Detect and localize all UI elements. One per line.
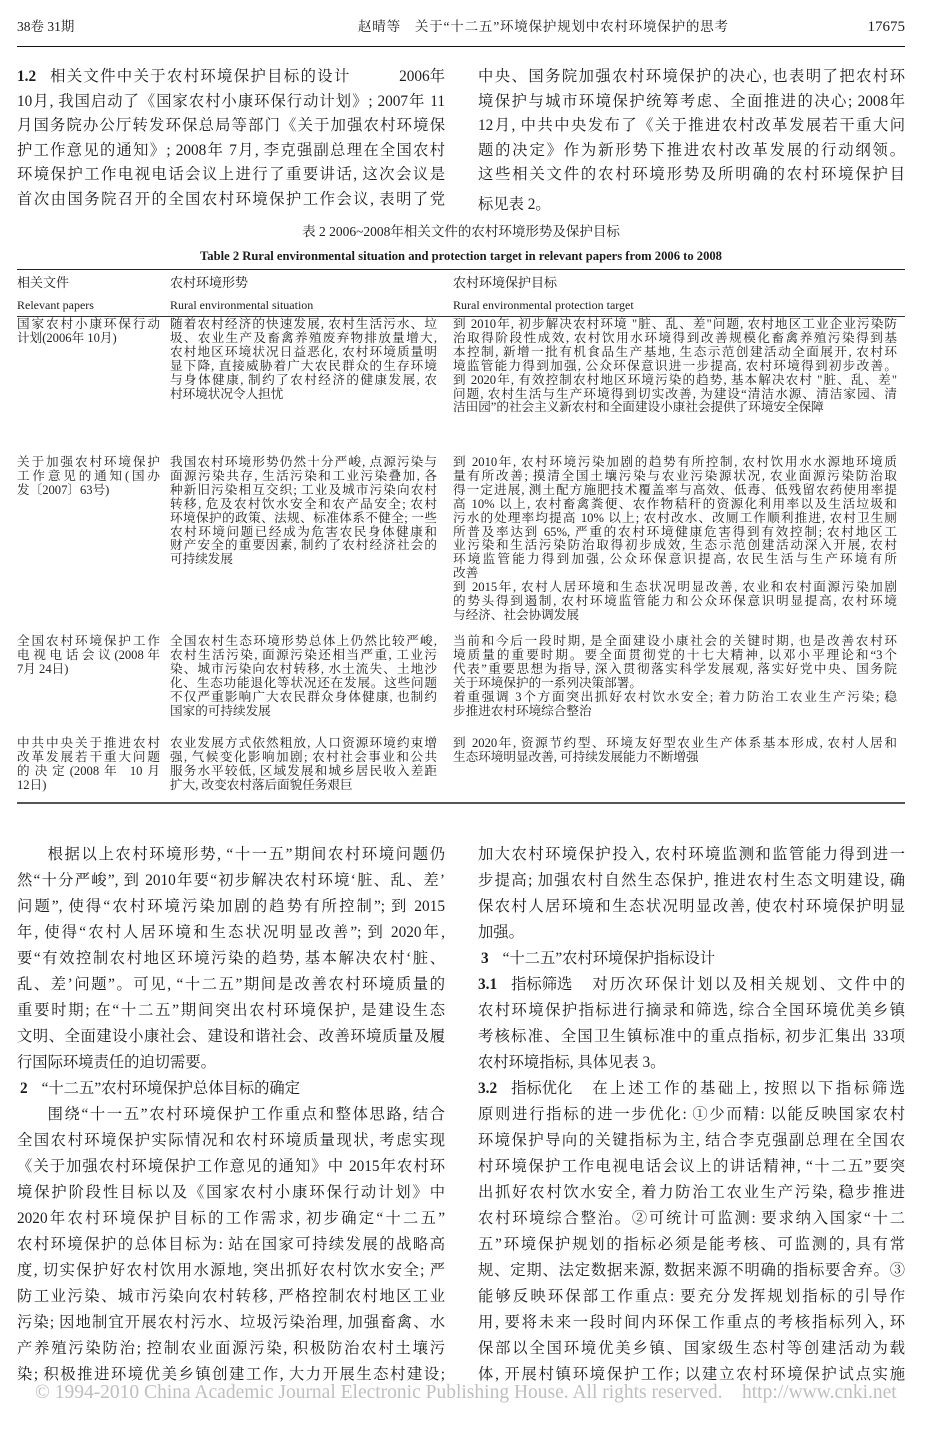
table-caption-cn: 表 2 2006~2008年相关文件的农村环境形势及保护目标 bbox=[302, 224, 620, 239]
column-header-papers-cn: 相关文件 bbox=[17, 275, 70, 290]
text-line: 根据以上农村环境形势, “十一五”期间农村环境问题仍 bbox=[47, 846, 445, 863]
text-line: 12日) bbox=[17, 777, 47, 792]
text-line: 电视电话会议(2008年 bbox=[17, 647, 160, 662]
paragraph-text bbox=[17, 90, 445, 213]
text-line: 境保护与城市环境保护统筹考虑、全面推进的决心; 2008年 bbox=[478, 92, 905, 110]
text-line: 月国务院办公厅转发环保总局等部门《关于加强农村环境保 bbox=[17, 117, 445, 135]
watermark-copyright-text: © 1994-2010 China Academic Journal Electronic Publishing House. All rights reserved. bbox=[35, 1382, 723, 1403]
text-line: 财产安全的重要因素, 制约了农村经济社会的 bbox=[170, 538, 437, 553]
section-number: 3 bbox=[481, 950, 489, 967]
text-line: 量有所改善; 摸清全国土壤污染与农业污染源状况, 农业面源污染防治取 bbox=[453, 468, 897, 483]
section-title: 相关文件中关于农村环境保护目标的设计 bbox=[50, 68, 351, 85]
watermark-url-text: http://www.cnki.net bbox=[742, 1382, 897, 1403]
table-cell-situation bbox=[170, 318, 437, 401]
text-line: 服务水平较低, 区域发展和城乡居民收入差距 bbox=[170, 763, 437, 778]
paragraph-lead-text: 对历次环保计划以及相关规划、文件中的 bbox=[592, 976, 905, 993]
text-line: 生态环境明显改善, 可持续发展能力不断增强 bbox=[453, 749, 699, 764]
text-line: 2020年农村环境保护目标的工作需求, 初步确定“十二五” bbox=[17, 1210, 445, 1227]
section-3-1-heading-line bbox=[478, 972, 905, 998]
text-line: 年, 使得“农村人居环境和生态状况明显改善”; 到 2020年, bbox=[17, 924, 445, 941]
table-cell-target bbox=[453, 456, 897, 623]
text-line: 化、生态功能退化等状况还在发展。这些问题 bbox=[170, 675, 437, 690]
text-line: 强, 气候变化影响加剧; 农村社会事业和公共 bbox=[170, 749, 437, 764]
table-cell-situation bbox=[170, 737, 437, 793]
text-line: 7月 24日) bbox=[17, 661, 69, 676]
text-line: 着重强调 3个方面突出抓好农村饮水安全; 着力防治工农业生产污染; 稳 bbox=[453, 689, 897, 704]
text-line: 重要时期; 在“十二五”期间突出农村环境保护, 是建设生态 bbox=[17, 1002, 445, 1019]
text-line: 计划(2006年 10月) bbox=[17, 330, 117, 345]
text-line: 中共中央关于推进农村 bbox=[17, 736, 160, 750]
text-line: 圾、农业生产及畜禽养殖废弃物排放量增大, bbox=[170, 330, 437, 345]
text-line: 乱、差’问题”。可见, “十二五”期间是改善农村环境质量的 bbox=[17, 976, 445, 993]
text-line: 这些相关文件的农村环境形势及所明确的农村环境保护目 bbox=[478, 166, 905, 184]
paragraph-text bbox=[478, 1102, 905, 1388]
header-rule bbox=[17, 46, 905, 47]
text-line: 所普及率达到 65%, 严重的农村环境健康危害得到有效控制; 农村地区工 bbox=[453, 524, 897, 539]
text-line: 业污染和生活污染防治取得初步成效, 生态示范创建活动深入开展, 农村 bbox=[453, 538, 897, 553]
text-line: 代表”重要思想为指导, 深入贯彻落实科学发展观, 落实好党中央、国务院 bbox=[453, 661, 897, 676]
paragraph-text bbox=[17, 842, 445, 1076]
text-line: 行国际环境责任的迫切需要。 bbox=[17, 1054, 216, 1071]
running-head bbox=[17, 17, 905, 37]
text-line: 扩大, 改变农村落后面貌任务艰巨 bbox=[170, 777, 353, 792]
section-1-2-heading-line bbox=[17, 65, 445, 90]
table-cell-target bbox=[453, 737, 897, 765]
column-header-papers-en: Relevant papers bbox=[17, 298, 94, 312]
text-line: 的势头得到遏制, 农村环境监管能力和公众环保意识明显提高, 农村环境 bbox=[453, 594, 897, 609]
table-cell-target bbox=[453, 318, 897, 415]
page-number: 17675 bbox=[867, 19, 905, 35]
text-line: 保农村人居环境和生态状况明显改善, 使农村环境保护明显 bbox=[478, 898, 905, 915]
text-line: 防工业污染、城市污染向农村转移, 严格控制农村地区工业 bbox=[17, 1288, 445, 1305]
text-line: 然“十分严峻”, 到 2010年要“初步解决农村环境‘脏、乱、差’ bbox=[17, 872, 445, 889]
running-title bbox=[358, 17, 729, 37]
text-line: 五”环境保护规划的指标必须是能考核、可监测的, 具有常 bbox=[478, 1236, 905, 1253]
text-line: 规、定期、法定数据来源, 数据来源不明确的指标要舍弃。③ bbox=[478, 1262, 905, 1279]
section-number: 3.1 bbox=[478, 976, 498, 993]
table-cell-paper bbox=[17, 635, 160, 677]
target-paragraph bbox=[453, 737, 897, 765]
table-cell-situation bbox=[170, 456, 437, 567]
text-line: 要“有效控制农村地区环境污染的趋势, 基本解决农村‘脏、 bbox=[17, 950, 445, 967]
text-line: 高 10% 以上, 农村畜禽粪便、农作物秸秆的资源化利用率以及生活垃圾和 bbox=[453, 496, 897, 511]
paragraph-text bbox=[478, 842, 905, 946]
text-line: 原则进行指标的进一步优化: ①少而精: 以能反映国家农村 bbox=[478, 1106, 905, 1123]
table-2 bbox=[17, 269, 905, 807]
text-line: 改善 bbox=[453, 566, 479, 581]
paragraph-text bbox=[478, 65, 905, 218]
text-line: 首次由国务院召开的全国农村环境保护工作会议, 表明了党 bbox=[17, 190, 445, 208]
text-line: 关于环境保护的一系列决策部署。 bbox=[453, 675, 642, 690]
text-line: 护工作意见的通知》; 2008年 7月, 李克强副总理在全国农村 bbox=[17, 141, 445, 159]
section-1-2-left-column bbox=[17, 65, 445, 213]
section-title: 指标筛选 bbox=[511, 976, 573, 993]
text-line: 问题, 农村生活与生产环境得到切实改善, 为建设“清洁水源、清洁家园、清 bbox=[453, 386, 897, 401]
text-line: 治取得阶段性成效, 农村饮用水环境得到改善规模化畜禽养殖污染得到基 bbox=[453, 330, 897, 345]
text-line: 关于加强农村环境保护 bbox=[17, 455, 160, 469]
text-line: 染、城市污染向农村转移, 水土流失、土地沙 bbox=[170, 661, 437, 676]
text-line: 全国农村生态环境形势总体上仍然比较严峻, bbox=[170, 634, 437, 648]
running-article-title: 关于“十二五”环境保护规划中农村环境保护的思考 bbox=[414, 19, 729, 34]
text-line: 问题”, 使得“农村环境污染加剧的趋势有所控制”; 到 2015 bbox=[17, 898, 445, 915]
text-line: 国家的可持续发展 bbox=[170, 703, 271, 718]
text-line: 保部以全国环境优美乡镇、国家级生态村等创建活动为载 bbox=[478, 1340, 905, 1357]
text-line: 农村环境保护指标进行摘录和筛选, 综合全国环境优美乡镇 bbox=[478, 1002, 905, 1019]
table-cell-paper bbox=[17, 318, 160, 346]
text-line: 改革发展若干重大问题 bbox=[17, 749, 160, 764]
text-line: 村环境状况令人担忧 bbox=[170, 386, 284, 401]
text-line: 加大农村环境保护投入, 农村环境监测和监管能力得到进一 bbox=[478, 846, 905, 863]
text-line: 文明、全面建设小康社会、建设和谐社会、改善环境质量及履 bbox=[17, 1028, 445, 1045]
text-line: 我国农村环境形势仍然十分严峻, 点源污染与 bbox=[170, 455, 437, 469]
body-left-column bbox=[17, 842, 445, 1388]
text-line: 发〔2007〕63号) bbox=[17, 482, 110, 497]
text-line: 《关于加强农村环境保护工作意见的通知》中 2015年农村环 bbox=[17, 1158, 445, 1175]
text-line: 的决定(2008年 10月 bbox=[17, 763, 160, 778]
text-line: 环境保护导向的关键指标为主, 结合李克强副总理在全国农 bbox=[478, 1132, 905, 1149]
text-line: 本控制, 新增一批有机食品生产基地, 生态示范创建活动全面展开, 农村环 bbox=[453, 344, 897, 359]
text-line: 农业发展方式依然粗放, 人口资源环境约束增 bbox=[170, 736, 437, 750]
text-line: 标见表 2。 bbox=[478, 195, 551, 213]
text-line: 全国农村环境保护实际情况和农村环境质量现状, 考虑实现 bbox=[17, 1132, 445, 1149]
text-line: 农村地区环境状况日益恶化, 农村环境质量明 bbox=[170, 344, 437, 359]
table-caption-en: Table 2 Rural environmental situation and protection target in relevant papers from 2006 to 2008 bbox=[200, 249, 722, 263]
text-line: 工作意见的通知(国办 bbox=[17, 468, 160, 483]
text-line: 用, 要将未来一段时间内环保工作重点的考核指标列入, 环 bbox=[478, 1314, 905, 1331]
text-line: 当前和今后一段时期, 是全面建设小康社会的关键时期, 也是改善农村环 bbox=[453, 634, 897, 648]
text-line: 题的决定》作为新形势下推进农村改革发展的行动纲领。 bbox=[478, 141, 905, 159]
text-line: 境保护阶段性目标以及《国家农村小康环保行动计划》中 bbox=[17, 1184, 445, 1201]
column-header-target-en: Rural environmental protection target bbox=[453, 298, 634, 312]
table-cell-target bbox=[453, 635, 897, 718]
column-header-situation-cn: 农村环境形势 bbox=[170, 275, 249, 290]
table-top-rule bbox=[17, 269, 905, 270]
table-cell-paper bbox=[17, 737, 160, 793]
text-line: 步提高; 加强农村自然生态保护, 推进农村生态文明建设, 确 bbox=[478, 872, 905, 889]
paragraph-text bbox=[17, 1102, 445, 1388]
text-line: 度, 切实保护好农村饮用水源地, 突出抓好农村饮水安全; 严 bbox=[17, 1262, 445, 1279]
text-line: 染; 积极推进环境优美乡镇创建工作, 大力开展生态村建设; bbox=[17, 1366, 445, 1383]
text-line: 不仅严重影响广大农民群众身体健康, 也制约 bbox=[170, 689, 437, 704]
text-line: 洁田园”的社会主义新农村和全面建设小康社会提供了环境安全保障 bbox=[453, 400, 824, 415]
text-line: 可持续发展 bbox=[170, 552, 233, 567]
text-line: 到 2020年, 有效控制农村地区环境污染的趋势, 基本解决农村 "脏、乱、差" bbox=[453, 372, 897, 387]
text-line: 到 2015年, 农村人居环境和生态状况明显改善, 农业和农村面源污染加剧 bbox=[453, 580, 897, 595]
table-cell-situation bbox=[170, 635, 437, 718]
table-bottom-rule bbox=[17, 802, 905, 804]
text-line: 环境监管能力得到加强, 公众环保意识提高, 农民生活与生产环境有所 bbox=[453, 552, 897, 567]
text-line: 种新旧污染相互交织; 工业及城市污染向农村 bbox=[170, 482, 437, 497]
paragraph-text bbox=[478, 998, 905, 1076]
text-line: 农村环境指标, 具体见表 3。 bbox=[478, 1054, 666, 1071]
text-line: 农村环境综合整治。②可统计可监测: 要求纳入国家“十二 bbox=[478, 1210, 905, 1227]
text-line: 农村环境保护的总体目标为: 站在国家可持续发展的战略高 bbox=[17, 1236, 445, 1253]
text-line: 村环境保护工作电视电话会议上的讲话精神, “十二五”要突 bbox=[478, 1158, 905, 1175]
text-line: 中央、国务院加强农村环境保护的决心, 也表明了把农村环 bbox=[478, 68, 905, 85]
text-line: 产养殖污染防治; 控制农业面源污染, 积极防治农村土壤污 bbox=[17, 1340, 445, 1357]
text-line: 国家农村小康环保行动 bbox=[17, 317, 160, 331]
target-paragraph bbox=[453, 318, 897, 374]
running-authors: 赵晴等 bbox=[358, 19, 401, 34]
target-paragraph bbox=[453, 691, 897, 719]
text-line: 转移, 危及农村饮水安全和农产品安全; 农村 bbox=[170, 496, 437, 511]
text-line: 能够反映环保部工作重点: 要充分发挥规划指标的引导作 bbox=[478, 1288, 905, 1305]
text-line: 到 2010年, 农村环境污染加剧的趋势有所控制, 农村饮用水水源地环境质 bbox=[453, 455, 897, 469]
text-line: 到 2010年, 初步解决农村环境 "脏、乱、差"问题, 农村地区工业企业污染防 bbox=[453, 317, 897, 331]
text-line: 农村生活污染, 面源污染还相当严重, 工业污 bbox=[170, 647, 437, 662]
paragraph-lead-text: 2006年 bbox=[399, 68, 445, 85]
text-line: 全国农村环境保护工作 bbox=[17, 634, 160, 648]
text-line: 10月, 我国启动了《国家农村小康环保行动计划》; 2007年 11 bbox=[17, 92, 445, 110]
section-title: “十二五”农村环境保护指标设计 bbox=[502, 950, 716, 967]
text-line: 体, 开展村镇环境保护工作; 以建立农村环境保护试点实施 bbox=[478, 1366, 905, 1383]
target-paragraph bbox=[453, 635, 897, 691]
text-line: 环境保护的政策、法规、标准体系不健全; 一些 bbox=[170, 510, 437, 525]
text-line: 农村环境问题已经成为危害农民身体健康和 bbox=[170, 524, 437, 539]
text-line: 与经济、社会协调发展 bbox=[453, 607, 579, 622]
text-line: 围绕“十一五”农村环境保护工作重点和整体思路, 结合 bbox=[47, 1106, 445, 1123]
text-line: 随着农村经济的快速发展, 农村生活污水、垃 bbox=[170, 317, 437, 331]
text-line: 境质量的重要时期。要全面贯彻党的十七大精神, 以邓小平理论和“3个 bbox=[453, 647, 897, 662]
text-line: 步推进农村环境综合整治 bbox=[453, 703, 592, 718]
body-right-column bbox=[478, 842, 905, 1388]
text-line: 12月, 中共中央发布了《关于推进农村改革发展若干重大问 bbox=[478, 117, 905, 135]
section-title: “十二五”农村环境保护总体目标的确定 bbox=[41, 1080, 300, 1097]
column-header-target-cn: 农村环境保护目标 bbox=[453, 275, 558, 290]
text-line: 污染; 因地制宜开展农村污水、垃圾污染治理, 加强畜禽、水 bbox=[17, 1314, 445, 1331]
column-header-situation-en: Rural environmental situation bbox=[170, 298, 314, 312]
copyright-watermark bbox=[35, 1380, 905, 1406]
text-line: 境监管能力得到加强, 公众环保意识进一步提高, 农村环境得到初步改善。 bbox=[453, 358, 897, 373]
section-3-heading bbox=[478, 946, 905, 972]
text-line: 得一定进展, 测土配方施肥技术覆盖率与高效、低毒、低残留农药使用率提 bbox=[453, 482, 897, 497]
volume-issue: 38卷 31期 bbox=[17, 19, 75, 34]
section-3-2-heading-line bbox=[478, 1076, 905, 1102]
text-line: 面源污染共存, 生活污染和工业污染叠加, 各 bbox=[170, 468, 437, 483]
text-line: 出抓好农村饮水安全, 着力防治工农业生产污染, 稳步推进 bbox=[478, 1184, 905, 1201]
section-1-2-right-column bbox=[478, 65, 905, 218]
text-line: 到 2020年, 资源节约型、环境友好型农业生产体系基本形成, 农村人居和 bbox=[453, 736, 897, 750]
text-line: 加强。 bbox=[478, 924, 524, 941]
paragraph-lead-text: 在上述工作的基础上, 按照以下指标筛选 bbox=[592, 1080, 905, 1097]
section-number: 2 bbox=[20, 1080, 28, 1097]
section-number: 3.2 bbox=[478, 1080, 498, 1097]
text-line: 污水的处理率均提高 10% 以上; 农村改水、改厕工作顺利推进, 农村卫生厕 bbox=[453, 510, 897, 525]
section-title: 指标优化 bbox=[511, 1080, 573, 1097]
section-number: 1.2 bbox=[17, 68, 37, 85]
text-line: 与身体健康, 制约了农村经济的健康发展, 农 bbox=[170, 372, 437, 387]
section-2-heading bbox=[17, 1076, 445, 1102]
target-paragraph bbox=[453, 581, 897, 623]
target-paragraph bbox=[453, 374, 897, 416]
text-line: 考核标准、全国卫生镇标准中的重点指标, 初步汇集出 33项 bbox=[478, 1028, 905, 1045]
text-line: 显下降, 直接威胁着广大农民群众的生存环境 bbox=[170, 358, 437, 373]
table-cell-paper bbox=[17, 456, 160, 498]
text-line: 环境保护工作电视电话会议上进行了重要讲话, 这次会议是 bbox=[17, 166, 445, 184]
target-paragraph bbox=[453, 456, 897, 581]
